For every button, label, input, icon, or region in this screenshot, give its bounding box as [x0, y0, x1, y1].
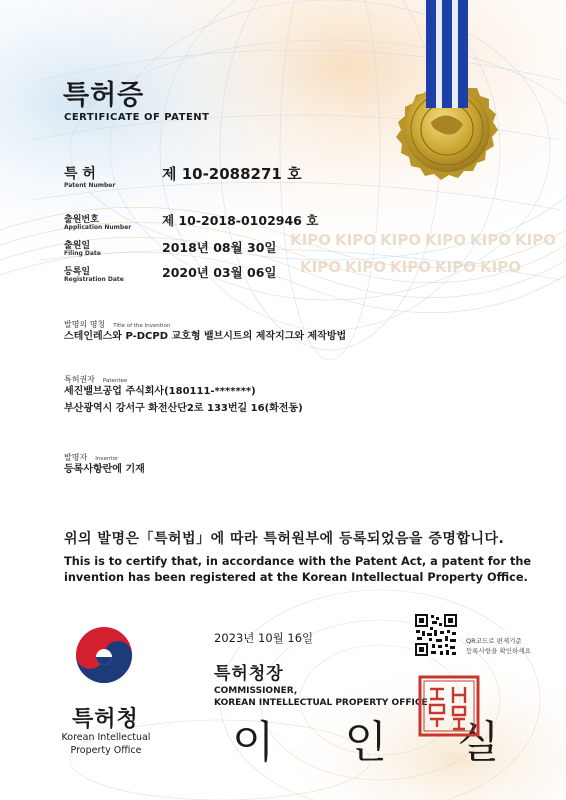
- patent-number-label-en: Patent Number: [64, 182, 116, 189]
- commissioner-signature: 이 인 실: [232, 717, 528, 768]
- issue-date: 2023년 10월 16일: [214, 631, 314, 645]
- registration-date-value: 2020년 03월 06일: [162, 265, 277, 280]
- ribbon-stripe: [442, 0, 452, 108]
- inventor-label-en: Inventor: [95, 456, 119, 462]
- official-stamp: [418, 675, 480, 737]
- commissioner-title-en: COMMISSIONER, KOREAN INTELLECTUAL PROPERTY OFFICE: [214, 686, 428, 708]
- svg-text:KIPO: KIPO: [380, 231, 421, 249]
- svg-text:KIPO: KIPO: [480, 258, 521, 276]
- patentee-name: 세진밸브공업 주식회사(180111-*******): [64, 386, 256, 397]
- inventor-value: 등록사항란에 기재: [64, 464, 145, 475]
- commissioner-title: 특허청장: [214, 664, 284, 684]
- svg-text:KIPO: KIPO: [335, 231, 376, 249]
- svg-text:KIPO: KIPO: [515, 231, 556, 249]
- certification-text-en-line2: invention has been registered at the Korean Intellectual Property Office.: [64, 571, 528, 584]
- ribbon-stripe: [458, 0, 468, 108]
- filing-date-label-en: Filing Date: [64, 250, 101, 257]
- svg-text:KIPO: KIPO: [425, 231, 466, 249]
- certification-text-en: [64, 554, 531, 586]
- svg-text:KIPO: KIPO: [390, 258, 431, 276]
- kipo-logo-icon: [74, 625, 134, 685]
- patent-number-label: 특 허: [64, 166, 96, 182]
- svg-text:KIPO: KIPO: [300, 258, 341, 276]
- patent-number-value: 제 10-2088271 호: [162, 165, 302, 183]
- patentee-label-en: Patentee: [102, 378, 128, 384]
- certification-text-ko: 위의 발명은「특허법」에 따라 특허원부에 등록되었음을 증명합니다.: [64, 531, 505, 547]
- svg-text:KIPO: KIPO: [290, 231, 331, 249]
- certificate-title: 특허증: [63, 80, 145, 111]
- office-name: 특허청: [72, 707, 139, 732]
- invention-label-en: Title of the Invention: [113, 323, 171, 329]
- qr-code[interactable]: [414, 613, 458, 657]
- application-number-value: 제 10-2018-0102946 호: [162, 213, 319, 228]
- invention-title: 스테인레스와 P-DCPD 교호형 밸브시트의 제작지그와 제작방법: [64, 331, 347, 342]
- filing-date-value: 2018년 08월 30일: [162, 240, 277, 255]
- ribbon-stripe: [426, 0, 436, 108]
- svg-text:KIPO: KIPO: [345, 258, 386, 276]
- application-number-label-en: Application Number: [64, 224, 132, 231]
- invention-label: 발명의 명칭: [64, 320, 106, 329]
- application-number-label: 출원번호: [64, 215, 99, 225]
- svg-text:KIPO: KIPO: [435, 258, 476, 276]
- patentee-address: 부산광역시 강서구 화전산단2로 133번길 16(화전동): [64, 403, 303, 414]
- certification-text-en-line1: This is to certify that, in accordance with the Patent Act, a patent for the: [64, 555, 532, 568]
- certificate-title-en: CERTIFICATE OF PATENT: [64, 112, 210, 123]
- office-name-en: Korean Intellectual Property Office: [61, 732, 151, 756]
- qr-caption: QR코드로 편제기준 등록사항을 확인하세요: [466, 637, 531, 655]
- inventor-label: 발명자: [64, 453, 88, 462]
- filing-date-label: 출원일: [64, 241, 91, 251]
- svg-text:KIPO: KIPO: [470, 231, 511, 249]
- registration-date-label-en: Registration Date: [64, 276, 124, 283]
- patentee-label: 특허권자: [64, 375, 95, 384]
- registration-date-label: 등록일: [64, 267, 91, 277]
